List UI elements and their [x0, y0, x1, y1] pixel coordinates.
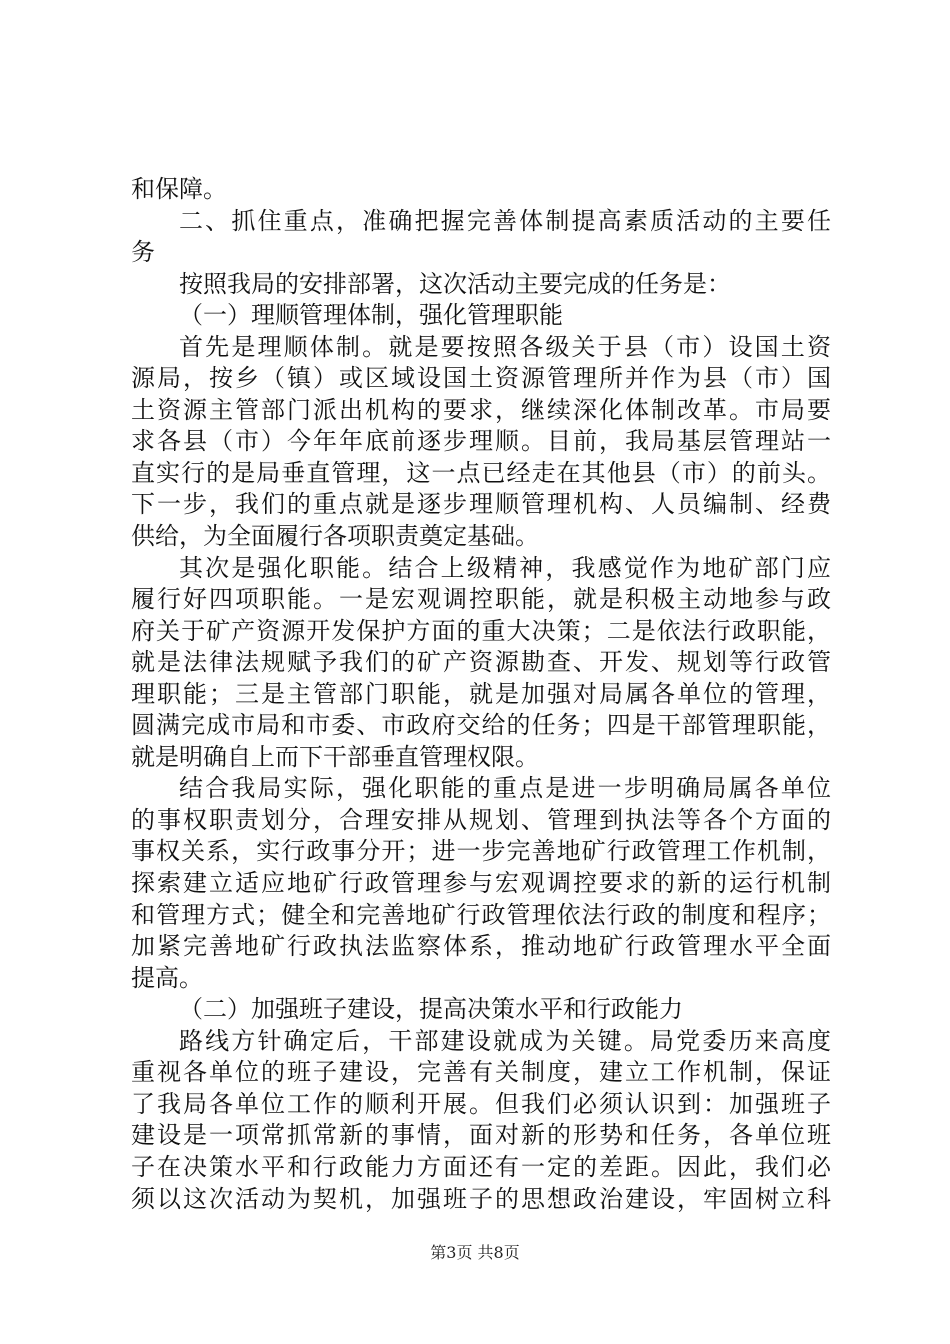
text-line: 府关于矿产资源开发保护方面的重大决策；二是依法行政职能，: [131, 616, 831, 645]
text-line: 子在决策水平和行政能力方面还有一定的差距。因此，我们必: [131, 1152, 831, 1181]
text-line: 路线方针确定后，干部建设就成为关键。局党委历来高度: [179, 1026, 831, 1055]
text-line: 的事权职责划分，合理安排从规划、管理到执法等各个方面的: [131, 805, 831, 834]
text-line: 探索建立适应地矿行政管理参与宏观调控要求的新的运行机制: [131, 869, 831, 898]
page-number-footer: 第3页 共8页: [430, 1243, 520, 1262]
subsection-heading: （一）理顺管理体制，强化管理职能: [179, 301, 563, 330]
text-line: 了我局各单位工作的顺利开展。但我们必须认识到：加强班子: [131, 1089, 831, 1118]
text-line: 圆满完成市局和市委、市政府交给的任务；四是干部管理职能，: [131, 711, 831, 740]
text-line: 结合我局实际，强化职能的重点是进一步明确局属各单位: [179, 774, 831, 803]
text-line: 直实行的是局垂直管理，这一点已经走在其他县（市）的前头。: [131, 458, 831, 487]
text-line: 首先是理顺体制。就是要按照各级关于县（市）设国土资: [179, 332, 831, 361]
text-line: 就是法律法规赋予我们的矿产资源勘查、开发、规划等行政管: [131, 648, 831, 677]
text-line: 理职能；三是主管部门职能，就是加强对局属各单位的管理，: [131, 679, 831, 708]
text-line: 按照我局的安排部署，这次活动主要完成的任务是：: [179, 269, 731, 298]
text-line: 须以这次活动为契机，加强班子的思想政治建设，牢固树立科: [131, 1184, 831, 1213]
text-line: 和管理方式；健全和完善地矿行政管理依法行政的制度和程序；: [131, 900, 831, 929]
text-line: 下一步，我们的重点就是逐步理顺管理机构、人员编制、经费: [131, 490, 831, 519]
text-line: 就是明确自上而下干部垂直管理权限。: [131, 742, 539, 771]
text-line: 务: [131, 238, 155, 267]
text-line: 建设是一项常抓常新的事情，面对新的形势和任务，各单位班: [131, 1121, 831, 1150]
text-line: 提高。: [131, 963, 203, 992]
subsection-heading: （二）加强班子建设，提高决策水平和行政能力: [179, 995, 683, 1024]
text-line: 土资源主管部门派出机构的要求，继续深化体制改革。市局要: [131, 395, 831, 424]
text-line: 求各县（市）今年年底前逐步理顺。目前，我局基层管理站一: [131, 427, 831, 456]
text-line: 和保障。: [131, 175, 227, 203]
document-body: [131, 174, 831, 1215]
text-line: 供给，为全面履行各项职责奠定基础。: [131, 522, 539, 551]
section-heading: 二、抓住重点，准确把握完善体制提高素质活动的主要任: [179, 206, 831, 235]
text-line: 加紧完善地矿行政执法监察体系，推动地矿行政管理水平全面: [131, 932, 831, 961]
text-line: 事权关系，实行政事分开；进一步完善地矿行政管理工作机制，: [131, 837, 831, 866]
text-line: 重视各单位的班子建设，完善有关制度，建立工作机制，保证: [131, 1058, 831, 1087]
text-line: 其次是强化职能。结合上级精神，我感觉作为地矿部门应: [179, 553, 831, 582]
text-line: 履行好四项职能。一是宏观调控职能，就是积极主动地参与政: [131, 585, 831, 614]
text-line: 源局，按乡（镇）或区域设国土资源管理所并作为县（市）国: [131, 364, 831, 393]
